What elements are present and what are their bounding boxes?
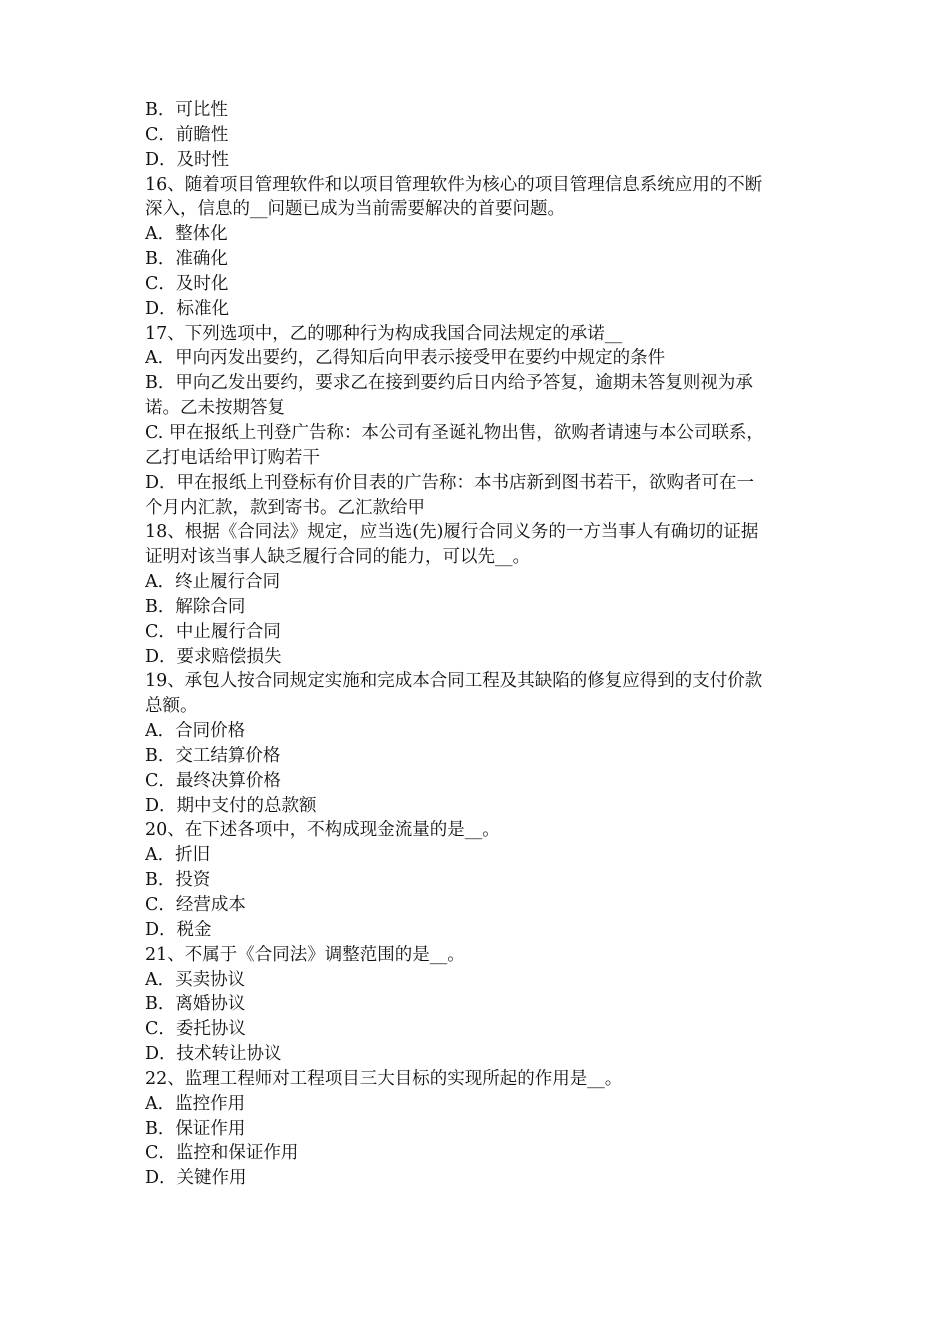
question-19-line-2: 总额。 (145, 696, 198, 717)
document-body (145, 98, 813, 1191)
question-16-line-2: 深入，信息的__问题已成为当前需要解决的首要问题。 (145, 199, 565, 220)
option-a-q22: A．监控作用 (145, 1093, 246, 1114)
option-a-q18: A．终止履行合同 (145, 572, 281, 593)
option-c-q22: C．监控和保证作用 (145, 1143, 299, 1164)
option-c-q15: C．前瞻性 (145, 124, 229, 145)
option-a-q17: A．甲向丙发出要约，乙得知后向甲表示接受甲在要约中规定的条件 (145, 348, 666, 369)
option-c-q21: C．委托协议 (145, 1019, 246, 1040)
option-c-q17-line-1: C. 甲在报纸上刊登广告称：本公司有圣诞礼物出售，欲购者请速与本公司联系， (145, 422, 764, 443)
question-18-line-2: 证明对该当事人缺乏履行合同的能力，可以先__。 (145, 547, 530, 568)
option-b-q21: B．离婚协议 (145, 994, 246, 1015)
question-20: 20、在下述各项中，不构成现金流量的是__。 (145, 820, 500, 841)
question-17: 17、下列选项中，乙的哪种行为构成我国合同法规定的承诺__ (145, 323, 623, 344)
option-b-q15: B．可比性 (145, 100, 228, 120)
option-d-q19: D．期中支付的总款额 (145, 795, 317, 816)
option-c-q18: C．中止履行合同 (145, 621, 281, 642)
option-c-q20: C．经营成本 (145, 895, 246, 915)
option-b-q17-line-1: B．甲向乙发出要约，要求乙在接到要约后日内给予答复，逾期未答复则视为承 (145, 373, 753, 394)
option-c-q17-line-2: 乙打电话给甲订购若干 (145, 447, 320, 468)
option-a-q21: A．买卖协议 (145, 969, 246, 990)
question-21: 21、不属于《合同法》调整范围的是__。 (145, 944, 465, 965)
option-d-q21: D．技术转让协议 (145, 1044, 282, 1065)
option-a-q20: A．折旧 (145, 845, 211, 866)
question-22: 22、监理工程师对工程项目三大目标的实现所起的作用是__。 (145, 1068, 623, 1089)
option-a-q19: A．合同价格 (145, 721, 246, 742)
option-a-q16: A．整体化 (145, 224, 228, 245)
option-d-q17-line-2: 个月内汇款，款到寄书。乙汇款给甲 (145, 497, 425, 518)
option-c-q16: C．及时化 (145, 273, 229, 294)
option-b-q18: B．解除合同 (145, 596, 246, 617)
option-b-q20: B．投资 (145, 870, 211, 891)
option-b-q19: B．交工结算价格 (145, 745, 281, 766)
option-c-q19: C．最终决算价格 (145, 770, 281, 791)
option-d-q22: D．关键作用 (145, 1168, 247, 1189)
option-d-q16: D．标准化 (145, 298, 230, 319)
option-b-q17-line-2: 诺。乙未按期答复 (145, 398, 285, 419)
option-b-q22: B．保证作用 (145, 1118, 246, 1139)
question-19-line-1: 19、承包人按合同规定实施和完成本合同工程及其缺陷的修复应得到的支付价款 (145, 671, 763, 692)
option-d-q17-line-1: D．甲在报纸上刊登标有价目表的广告称：本书店新到图书若干，欲购者可在一 (145, 472, 755, 493)
option-d-q15: D．及时性 (145, 149, 230, 170)
option-b-q16: B．准确化 (145, 249, 228, 270)
question-18-line-1: 18、根据《合同法》规定，应当选(先)履行合同义务的一方当事人有确切的证据 (145, 522, 759, 543)
option-d-q20: D．税金 (145, 919, 212, 940)
option-d-q18: D．要求赔偿损失 (145, 646, 282, 667)
question-16-line-1: 16、随着项目管理软件和以项目管理软件为核心的项目管理信息系统应用的不断 (145, 174, 763, 195)
